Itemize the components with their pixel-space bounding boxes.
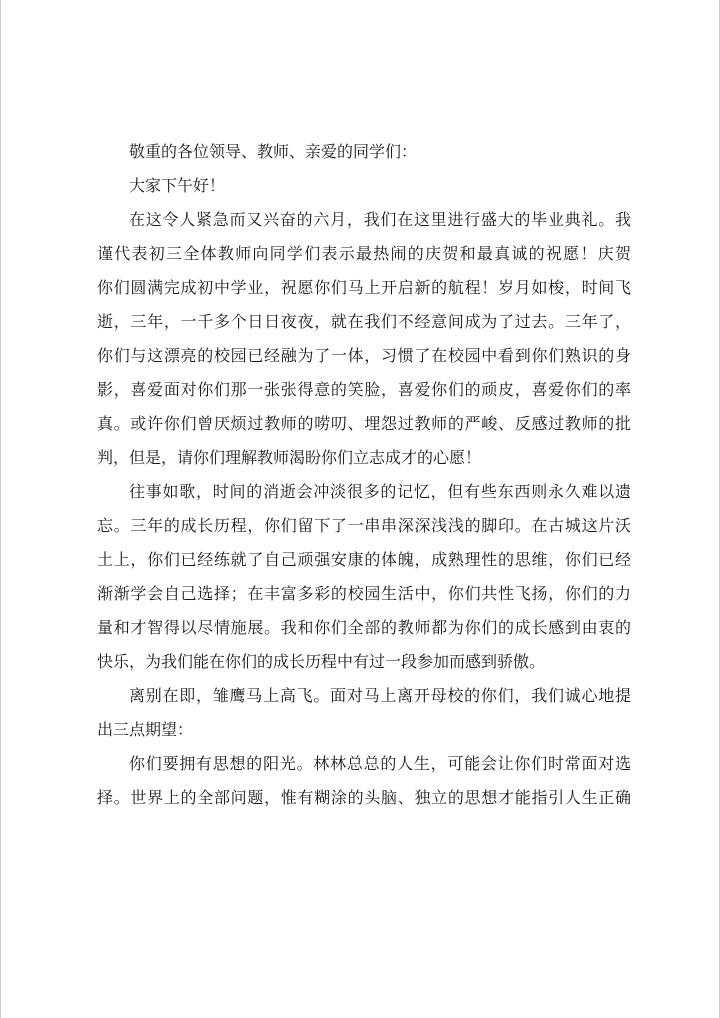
paragraph-1-line-5: 你们与这漂亮的校园已经融为了一体，习惯了在校园中看到你们熟识的身 xyxy=(97,346,631,365)
paragraph-2-line-4: 渐渐学会自己选择；在丰富多彩的校园生活中，你们共性飞扬，你们的力 xyxy=(97,584,631,603)
paragraph-2-line-1: 往事如歌，时间的消逝会冲淡很多的记忆，但有些东西则永久难以遗 xyxy=(129,482,631,501)
greeting: 大家下午好！ xyxy=(129,176,226,195)
paragraph-1-line-6: 影，喜爱面对你们那一张张得意的笑脸，喜爱你们的顽皮，喜爱你们的率 xyxy=(97,380,631,399)
paragraph-2-line-3: 土上，你们已经练就了自己顽强安康的体魄，成熟理性的思维，你们已经 xyxy=(97,550,631,569)
paragraph-1-line-8: 判，但是，请你们理解教师渴盼你们立志成才的心愿！ xyxy=(97,448,482,467)
paragraph-2-line-5: 量和才智得以尽情施展。我和你们全部的教师都为你们的成长感到由衷的 xyxy=(97,618,631,637)
salutation: 敬重的各位领导、教师、亲爱的同学们： xyxy=(129,142,418,161)
paragraph-2-line-2: 忘。三年的成长历程，你们留下了一串串深深浅浅的脚印。在古城这片沃 xyxy=(97,516,631,535)
paragraph-3-line-1: 离别在即，雏鹰马上高飞。面对马上离开母校的你们，我们诚心地提 xyxy=(129,686,631,705)
paragraph-3-line-2: 出三点期望： xyxy=(97,720,194,739)
paragraph-1-line-1: 在这令人紧急而又兴奋的六月，我们在这里进行盛大的毕业典礼。我 xyxy=(129,210,631,229)
paragraph-2-line-6: 快乐，为我们能在你们的成长历程中有过一段参加而感到骄傲。 xyxy=(97,652,546,671)
paragraph-1-line-2: 谨代表初三全体教师向同学们表示最热闹的庆贺和最真诚的祝愿！庆贺 xyxy=(97,244,631,263)
paragraph-1-line-3: 你们圆满完成初中学业，祝愿你们马上开启新的航程！岁月如梭，时间飞 xyxy=(97,278,631,297)
paragraph-1-line-4: 逝，三年，一千多个日日夜夜，就在我们不经意间成为了过去。三年了， xyxy=(97,312,631,331)
paragraph-4-line-2: 择。世界上的全部问题，惟有糊涂的头脑、独立的思想才能指引人生正确 xyxy=(97,788,631,807)
paragraph-1-line-7: 真。或许你们曾厌烦过教师的唠叨、埋怨过教师的严峻、反感过教师的批 xyxy=(97,414,631,433)
paragraph-4-line-1: 你们要拥有思想的阳光。林林总总的人生，可能会让你们时常面对选 xyxy=(129,754,631,773)
